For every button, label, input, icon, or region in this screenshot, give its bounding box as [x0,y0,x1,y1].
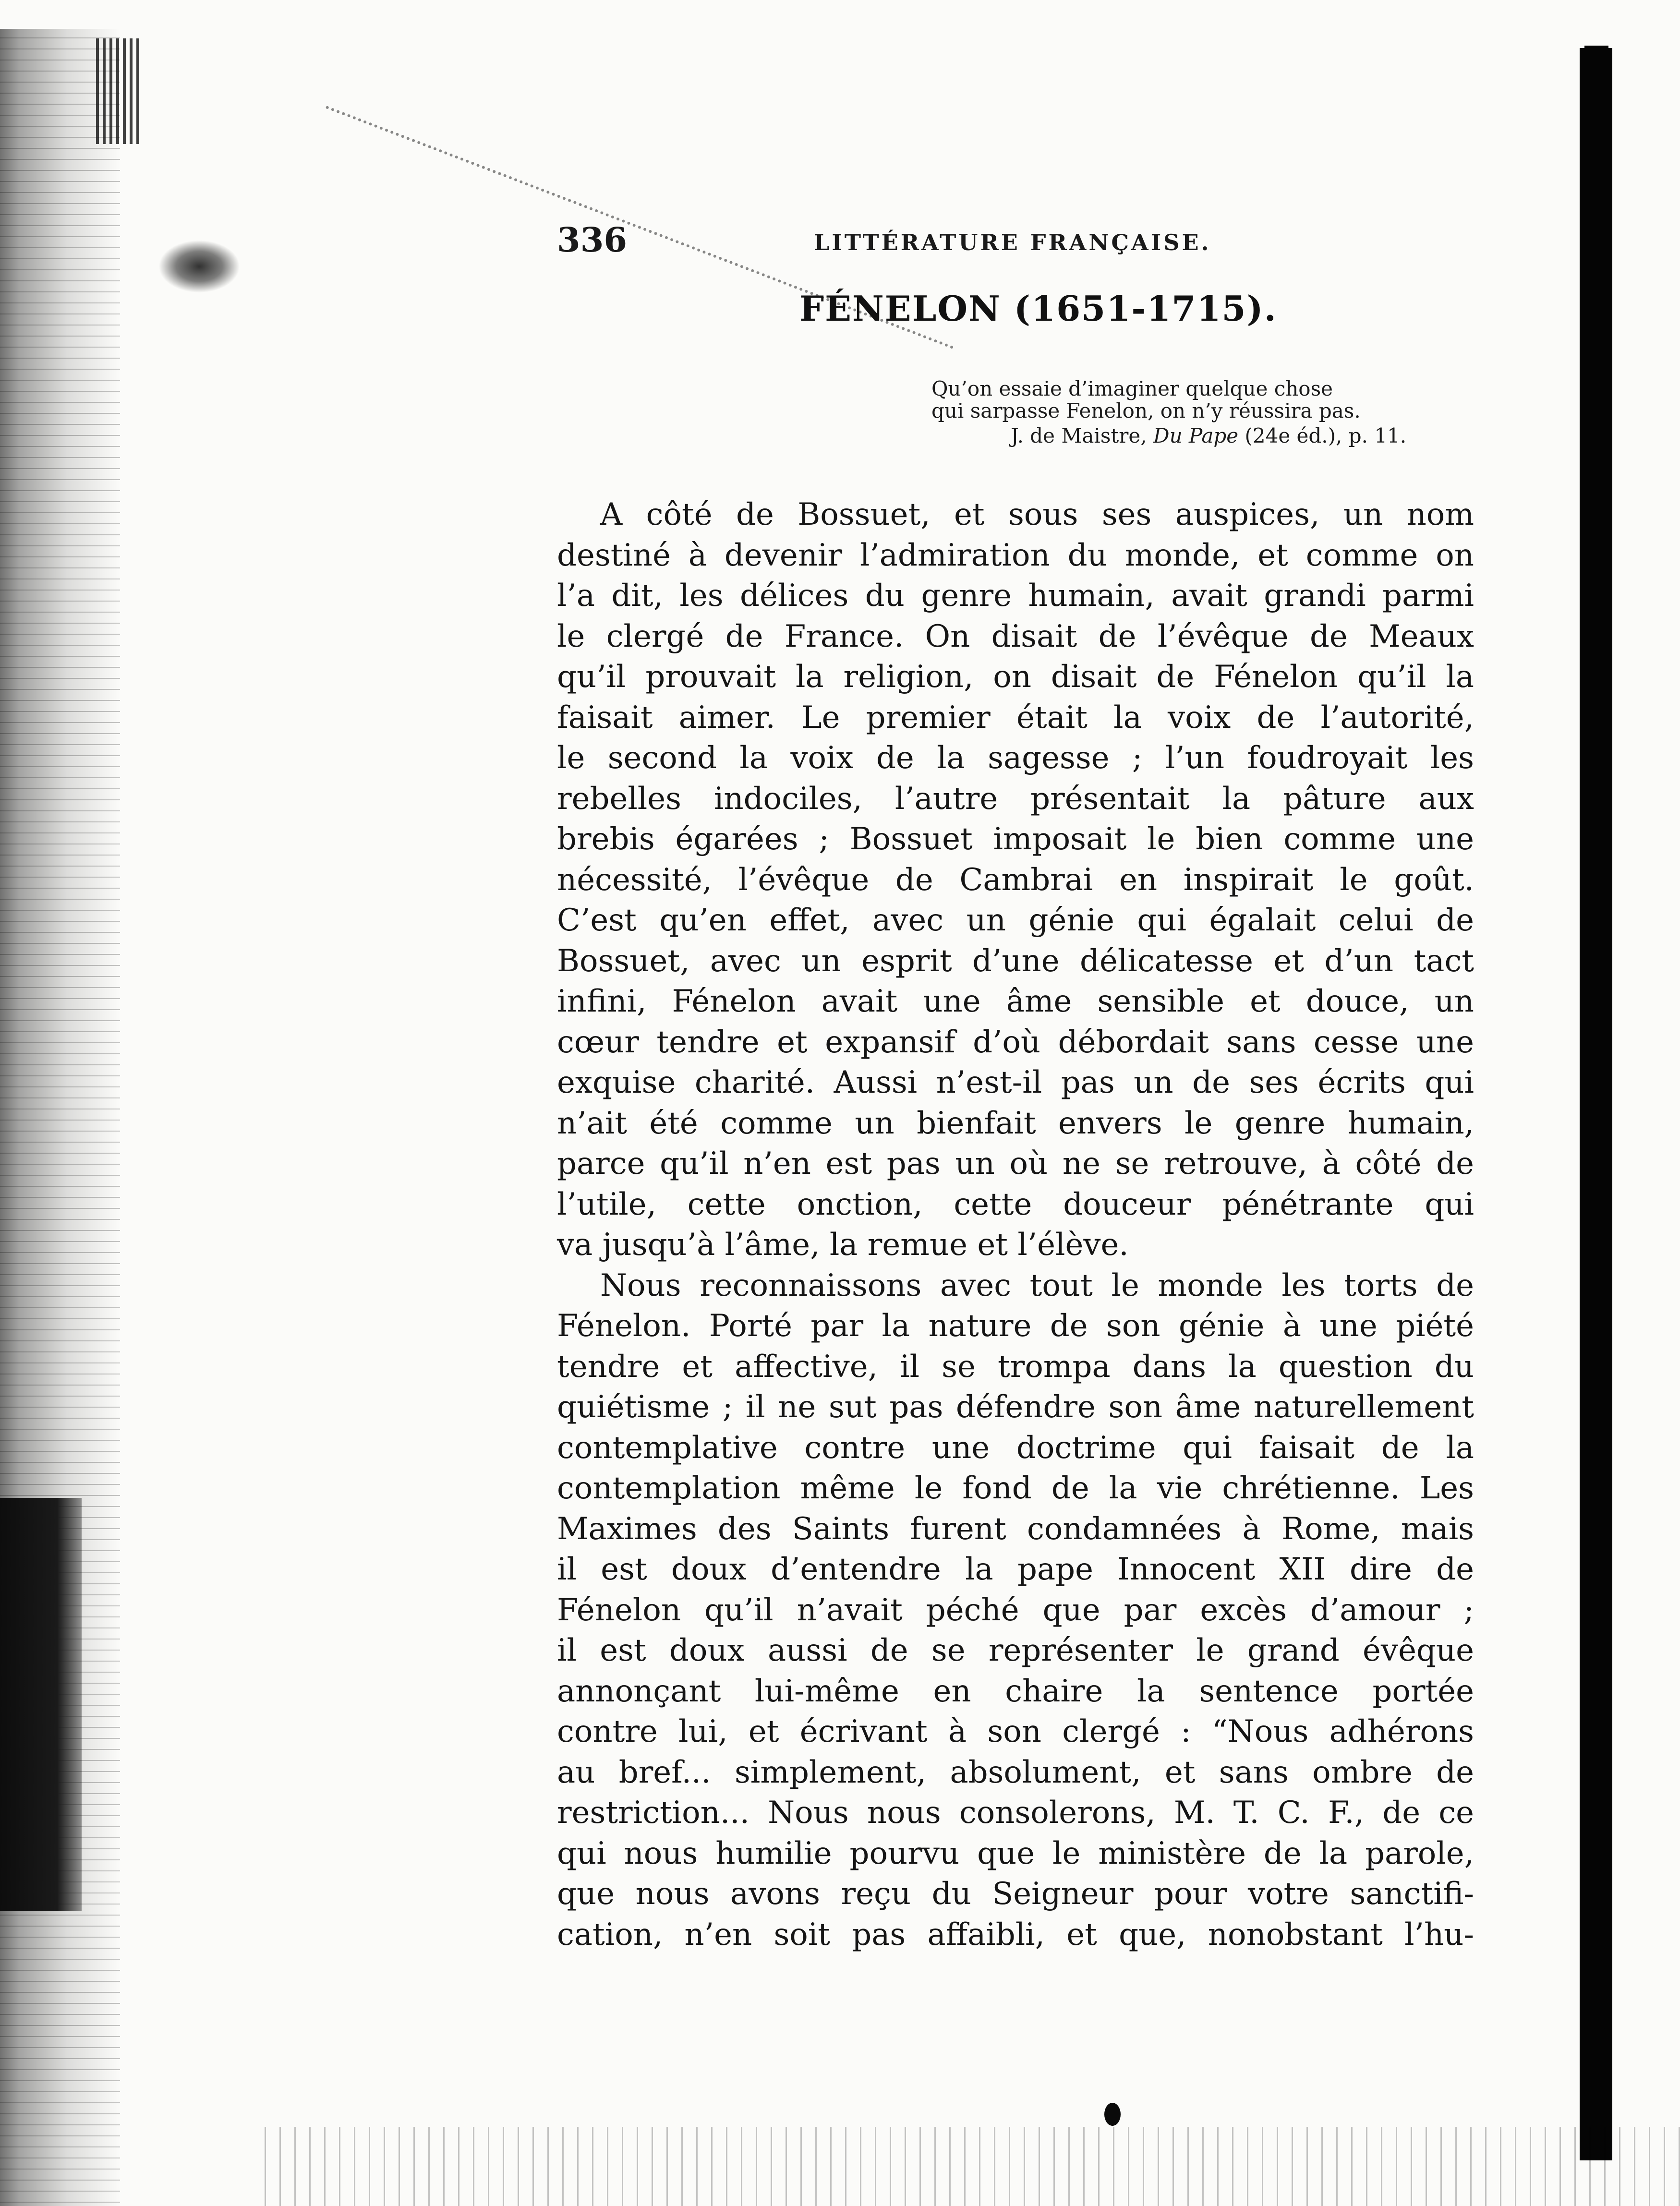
text-line: parce qu’il n’en est pas un où ne se retrouve, à côté de [557,1146,1474,1181]
page-number: 336 [557,220,628,260]
text-line: l’utile, cette onction, cette douceur pénétrante qui [557,1186,1474,1222]
text-line: il est doux aussi de se représenter le grand évêque [557,1633,1474,1668]
text-line: nécessité, l’évêque de Cambrai en inspirait le goût. [557,862,1474,898]
text-line: exquise charité. Aussi n’est-il pas un de ses écrits qui [557,1065,1474,1100]
scan-left-dark-block [0,1498,82,1911]
text-line: Fénelon. Porté par la nature de son génie à une piété [557,1308,1474,1344]
attribution-work: Du Pape [1153,424,1239,447]
text-line: qu’il prouvait la religion, on disait de Fénelon qu’il la [557,659,1474,695]
text-line: C’est qu’en effet, avec un génie qui égalait celui de [557,903,1474,938]
text-line: tendre et affective, il se trompa dans la question du [557,1349,1474,1385]
body-text [557,494,1474,1955]
text-line: il est doux d’entendre la pape Innocent XII dire de [557,1552,1474,1587]
text-line: destiné à devenir l’admiration du monde, et comme on [557,537,1474,573]
text-line: infini, Fénelon avait une âme sensible et douce, un [557,984,1474,1019]
text-line: va jusqu’à l’âme, la remue et l’élève. [557,1227,1129,1263]
text-line: annonçant lui-même en chaire la sentence portée [557,1673,1474,1709]
text-line: contre lui, et écrivant à son clergé : “Nous adhérons [557,1714,1474,1749]
text-line: Fénelon qu’il n’avait péché que par excès d’amour ; [557,1592,1474,1628]
attribution-author: J. de Maistre, [1011,424,1147,447]
text-line: Bossuet, avec un esprit d’une délicatesse et d’un tact [557,943,1474,979]
text-line: l’a dit, les délices du genre humain, avait grandi parmi [557,578,1474,614]
chapter-title: FÉNELON (1651-1715). [799,288,1277,329]
text-line: cation, n’en soit pas affaibli, et que, nonobstant l’hu- [557,1917,1474,1953]
text-line: faisait aimer. Le premier était la voix de l’autorité, [557,699,1474,735]
text-line: quiétisme ; il ne sut pas défendre son âme naturellement [557,1389,1474,1425]
text-line: au bref... simplement, absolument, et sans ombre de [557,1754,1474,1790]
epigraph-line: qui sarpasse Fenelon, on n’y réussira pas. [931,399,1361,422]
epigraph-line: Qu’on essaie d’imaginer quelque chose [931,377,1333,400]
ink-blot [158,240,240,293]
scan-bottom-noise [259,2127,1680,2206]
epigraph-attribution [931,425,1498,447]
text-line: Maximes des Saints furent condamnées à Rome, mais [557,1511,1474,1547]
text-line: qui nous humilie pourvu que le ministère de la parole, [557,1835,1474,1871]
text-line: contemplation même le fond de la vie chrétienne. Les [557,1471,1474,1506]
ink-dot [1104,2103,1121,2126]
text-line: A côté de Bossuet, et sous ses auspices, un nom [600,497,1474,532]
text-line: Nous reconnaissons avec tout le monde les torts de [600,1267,1474,1303]
paragraph-2 [557,1266,1474,1955]
running-head [557,220,1258,263]
text-line: le second la voix de la sagesse ; l’un foudroyait les [557,740,1474,776]
text-line: cœur tendre et expansif d’où débordait sans cesse une [557,1024,1474,1060]
paragraph-1 [557,494,1474,1266]
attribution-rest: (24e éd.), p. 11. [1245,424,1407,447]
running-title: LITTÉRATURE FRANÇAISE. [814,229,1211,255]
text-line: brebis égarées ; Bossuet imposait le bien comme une [557,821,1474,857]
epigraph [931,378,1498,447]
text-line: n’ait été comme un bienfait envers le genre humain, [557,1105,1474,1141]
scan-right-edge-bar [1580,48,1612,2160]
text-line: contemplative contre une doctrime qui faisait de la [557,1430,1474,1466]
text-line: rebelles indociles, l’autre présentait la pâture aux [557,781,1474,817]
text-line: que nous avons reçu du Seigneur pour votre sanctifi- [557,1876,1474,1912]
text-line: restriction... Nous nous consolerons, M. T. C. F., de ce [557,1795,1474,1831]
text-line: le clergé de France. On disait de l’évêque de Meaux [557,618,1474,654]
scan-artifact-top-left [96,38,142,144]
